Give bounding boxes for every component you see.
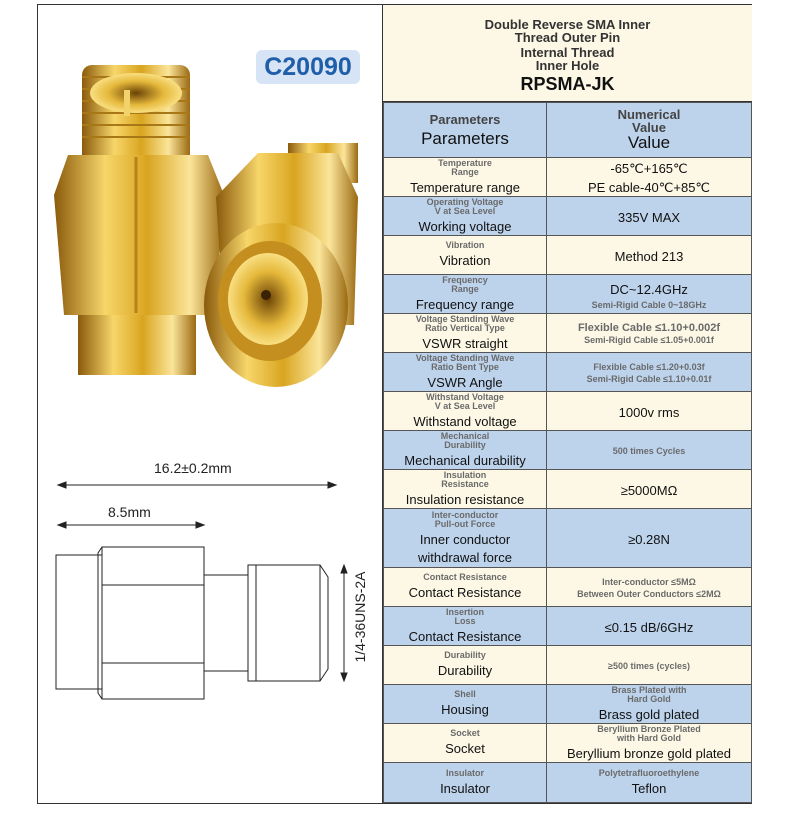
param-ghost-label: Resistance [441, 478, 489, 489]
table-row [384, 509, 752, 568]
value-cell [547, 470, 752, 509]
table-row [384, 724, 752, 763]
param-cell [384, 568, 547, 607]
value-ghost-label: Brass Plated with [611, 684, 687, 695]
param-ghost-label: Insulation [443, 469, 487, 480]
param-ghost-label: Insulator [445, 767, 484, 778]
param-ghost-label: Socket [450, 728, 480, 738]
param-label: Working voltage [418, 218, 512, 234]
value-text: DC~12.4GHz [610, 281, 688, 297]
param-ghost-label: Range [451, 283, 479, 294]
param-label: withdrawal force [418, 549, 512, 565]
value-cell [547, 158, 752, 197]
title-line-2: Thread Outer Pin [514, 30, 621, 45]
value-text: Semi-Rigid Cable 0~18GHz [591, 299, 707, 310]
param-label: Contact Resistance [408, 628, 522, 644]
param-ghost-label: Vibration [445, 240, 485, 250]
dimension-drawing [38, 467, 382, 727]
value-cell [547, 763, 752, 803]
value-text: ≤0.15 dB/6GHz [604, 619, 694, 635]
table-row [384, 197, 752, 236]
param-ghost-label: Contact Resistance [423, 572, 507, 582]
param-cell [384, 275, 547, 314]
value-text: ≥500 times (cycles) [608, 661, 690, 671]
param-ghost-label: Pull-out Force [434, 518, 496, 529]
value-text: Brass gold plated [598, 706, 700, 722]
value-ghost-label: Beryllium Bronze Plated [597, 723, 701, 734]
value-cell [547, 275, 752, 314]
thread-spec-label: 1/4-36UNS-2A [352, 571, 368, 663]
table-row [384, 158, 752, 197]
param-ghost-label: Insertion [445, 606, 484, 617]
param-cell [384, 470, 547, 509]
value-cell [547, 724, 752, 763]
param-ghost-label: V at Sea Level [434, 205, 496, 216]
table-row [384, 275, 752, 314]
param-ghost-label: V at Sea Level [434, 400, 496, 411]
param-label: Housing [441, 702, 489, 717]
param-cell [384, 509, 547, 568]
value-text: Teflon [631, 780, 667, 796]
product-name: RPSMA-JK [520, 74, 615, 94]
connector-front [204, 143, 358, 387]
table-row [384, 763, 752, 803]
param-label: Mechanical durability [404, 452, 526, 468]
param-label: VSWR Angle [427, 374, 503, 390]
param-cell [384, 607, 547, 646]
value-text: Flexible Cable ≤1.10+0.002f [577, 322, 721, 334]
value-text: ≥5000MΩ [620, 482, 678, 498]
title-line-4: Inner Hole [535, 58, 600, 73]
param-ghost-label: Ratio Bent Type [431, 361, 499, 372]
param-ghost-label: Durability [444, 650, 486, 660]
value-text: Semi-Rigid Cable ≤1.10+0.01f [586, 374, 712, 384]
value-cell [547, 607, 752, 646]
param-ghost-label: Shell [454, 689, 476, 699]
hex-length-label: 8.5mm [108, 504, 151, 520]
table-header-row [384, 103, 752, 158]
value-cell [547, 197, 752, 236]
model-code-badge: C20090 [256, 50, 360, 84]
param-ghost-label: Durability [444, 439, 486, 450]
param-cell [384, 353, 547, 392]
table-row [384, 431, 752, 470]
table-row [384, 646, 752, 685]
value-text: 500 times Cycles [612, 446, 686, 456]
param-label: Temperature range [410, 179, 520, 195]
value-ghost-label: Hard Gold [627, 693, 671, 704]
title-line-1: Double Reverse SMA Inner [484, 17, 651, 32]
param-ghost-label: Mechanical [440, 430, 490, 441]
param-label: Socket [445, 741, 485, 756]
value-cell [547, 314, 752, 353]
table-row [384, 685, 752, 724]
param-label: Withstand voltage [413, 413, 517, 429]
value-text: Between Outer Conductors ≤2MΩ [577, 589, 721, 599]
value-cell [547, 353, 752, 392]
param-cell [384, 392, 547, 431]
param-cell [384, 236, 547, 275]
title-line-3: Internal Thread [520, 45, 615, 60]
table-row [384, 470, 752, 509]
table-row [384, 236, 752, 275]
param-ghost-label: Operating Voltage [426, 196, 504, 207]
param-label: Insulation resistance [405, 491, 525, 507]
param-ghost-label: Temperature [438, 157, 492, 168]
value-text: Method 213 [614, 248, 684, 264]
param-label: Insulator [440, 780, 490, 796]
param-label: Frequency range [415, 296, 515, 312]
param-label: Durability [437, 663, 493, 678]
param-ghost-label: Withstand Voltage [426, 391, 504, 402]
value-cell [547, 646, 752, 685]
table-row [384, 314, 752, 353]
product-sheet [37, 4, 752, 804]
param-cell [384, 197, 547, 236]
value-text: Beryllium bronze gold plated [566, 745, 732, 761]
header-parameters: Parameters Parameters [384, 103, 547, 158]
param-label: Inner conductor [419, 531, 511, 547]
value-cell [547, 568, 752, 607]
value-text: Inter-conductor ≤5MΩ [602, 577, 696, 587]
param-label: VSWR straight [422, 335, 508, 351]
table-row [384, 353, 752, 392]
value-cell [547, 236, 752, 275]
value-cell [547, 431, 752, 470]
value-cell [547, 685, 752, 724]
table-row [384, 607, 752, 646]
param-ghost-label: Ratio Vertical Type [425, 322, 505, 333]
value-ghost-label: with Hard Gold [617, 732, 681, 743]
connector-back [54, 65, 224, 375]
param-cell [384, 431, 547, 470]
param-ghost-label: Voltage Standing Wave [415, 313, 515, 324]
param-ghost-label: Range [451, 166, 479, 177]
value-text: ≥0.28N [628, 531, 670, 547]
value-cell [547, 509, 752, 568]
product-title [383, 5, 752, 102]
param-label: Contact Resistance [408, 585, 522, 600]
param-ghost-label: Loss [454, 615, 476, 626]
param-cell [384, 685, 547, 724]
param-ghost-label: Voltage Standing Wave [415, 352, 515, 363]
param-cell [384, 724, 547, 763]
value-text: Flexible Cable ≤1.20+0.03f [593, 362, 705, 372]
table-row [384, 392, 752, 431]
param-cell [384, 314, 547, 353]
value-ghost-label: Polytetrafluoroethylene [598, 767, 700, 778]
product-panel [38, 5, 382, 803]
param-cell [384, 646, 547, 685]
spec-panel [382, 5, 752, 803]
param-cell [384, 158, 547, 197]
value-text: 335V MAX [617, 209, 681, 225]
value-text: PE cable-40℃+85℃ [587, 180, 711, 195]
value-cell [547, 392, 752, 431]
value-text: -65℃+165℃ [610, 161, 688, 176]
param-label: Vibration [439, 253, 491, 268]
value-text: Semi-Rigid Cable ≤1.05+0.001f [584, 335, 714, 345]
table-row [384, 568, 752, 607]
value-text: 1000v rms [618, 404, 680, 420]
param-cell [384, 763, 547, 803]
spec-table [383, 102, 752, 803]
header-value: Numerical Value Value [547, 103, 752, 158]
param-ghost-label: Frequency [442, 274, 488, 285]
param-ghost-label: Inter-conductor [431, 509, 499, 520]
overall-length-label: 16.2±0.2mm [154, 460, 232, 476]
